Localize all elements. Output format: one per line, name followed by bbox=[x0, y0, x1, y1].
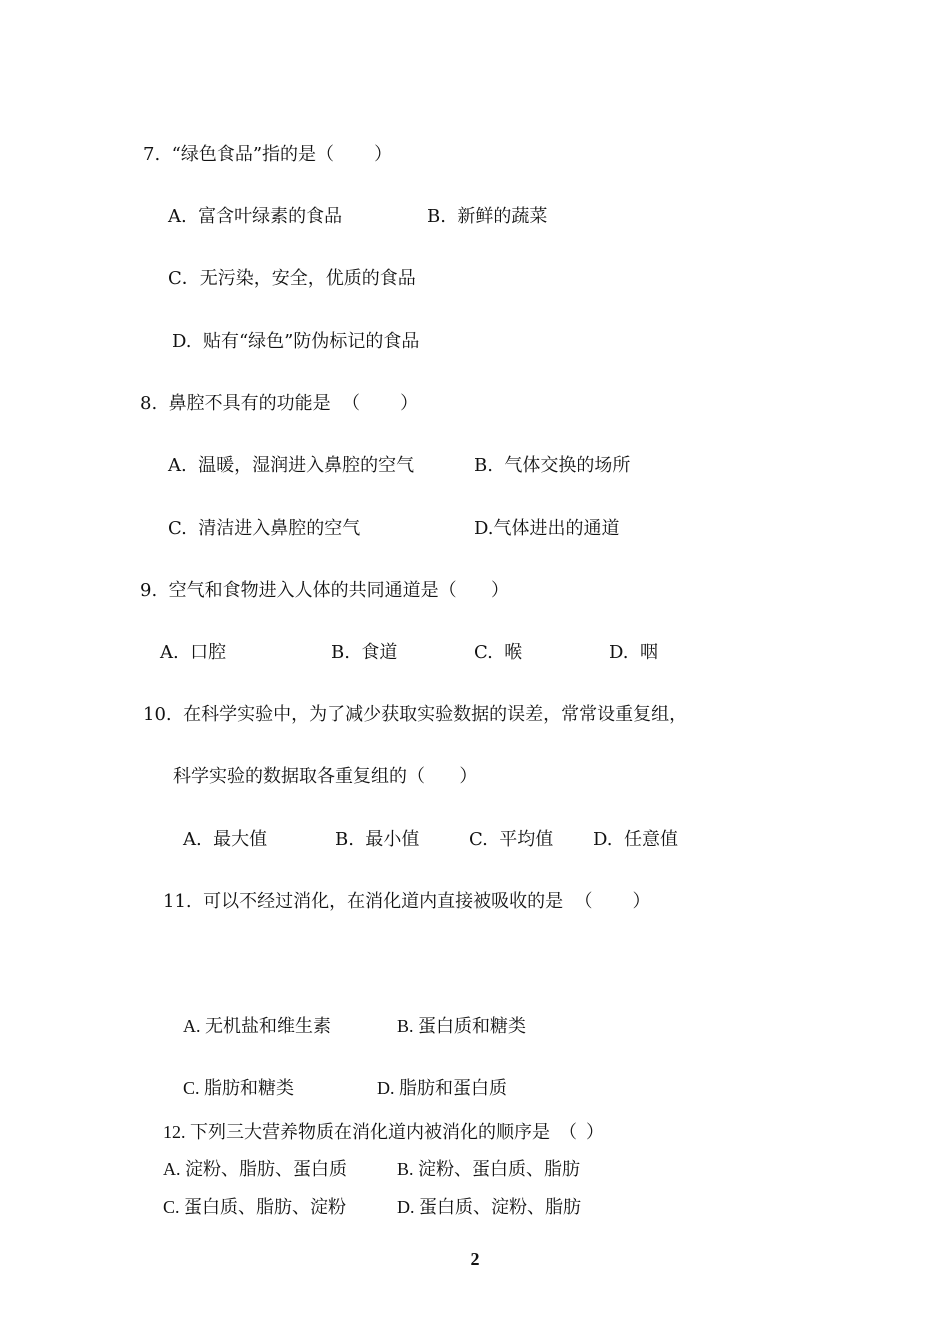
question-12-option-c: C. 蛋白质、脂肪、淀粉 bbox=[163, 1197, 347, 1217]
question-10-stem-line-2: 科学实验的数据取各重复组的（ ） bbox=[173, 766, 478, 787]
question-10-option-c: C. 平均值 bbox=[469, 829, 554, 850]
question-8-option-d: D.气体进出的通道 bbox=[474, 518, 620, 539]
question-7-option-d: D. 贴有“绿色”防伪标记的食品 bbox=[172, 331, 420, 352]
question-9-option-c: C. 喉 bbox=[474, 642, 523, 663]
question-11-option-b: B. 蛋白质和糖类 bbox=[397, 1016, 527, 1036]
question-11-stem: 11. 可以不经过消化，在消化道内直接被吸收的是 （ ） bbox=[163, 891, 651, 912]
question-10-stem-line-1: 10. 在科学实验中，为了减少获取实验数据的误差，常常设重复组， bbox=[143, 704, 688, 725]
page-number: 2 bbox=[470, 1249, 480, 1269]
question-11-option-a: A. 无机盐和维生素 bbox=[183, 1016, 331, 1036]
question-7-option-b: B. 新鲜的蔬菜 bbox=[427, 206, 548, 227]
question-10-option-a: A. 最大值 bbox=[183, 829, 268, 850]
question-12-stem: 12. 下列三大营养物质在消化道内被消化的顺序是 （ ） bbox=[163, 1122, 604, 1142]
question-10-option-b: B. 最小值 bbox=[335, 829, 420, 850]
question-9-stem: 9. 空气和食物进入人体的共同通道是（ ） bbox=[140, 580, 509, 601]
question-12-option-a: A. 淀粉、脂肪、蛋白质 bbox=[163, 1159, 347, 1179]
question-10-option-d: D. 任意值 bbox=[593, 829, 678, 850]
question-7-option-a: A. 富含叶绿素的食品 bbox=[168, 206, 343, 227]
question-8-option-a: A. 温暖，湿润进入鼻腔的空气 bbox=[168, 455, 415, 476]
question-8-stem: 8. 鼻腔不具有的功能是 （ ） bbox=[140, 393, 419, 414]
question-7-option-c: C．无污染，安全，优质的食品 bbox=[168, 268, 416, 289]
question-8-option-c: C. 清洁进入鼻腔的空气 bbox=[168, 518, 361, 539]
question-12-option-b: B. 淀粉、蛋白质、脂肪 bbox=[397, 1159, 581, 1179]
question-7-stem: 7. “绿色食品”指的是（ ） bbox=[143, 144, 393, 165]
question-9-option-d: D. 咽 bbox=[609, 642, 658, 663]
question-9-option-a: A. 口腔 bbox=[160, 642, 227, 663]
question-9-option-b: B. 食道 bbox=[331, 642, 398, 663]
question-11-option-c: C. 脂肪和糖类 bbox=[183, 1078, 295, 1098]
question-11-option-d: D. 脂肪和蛋白质 bbox=[377, 1078, 507, 1098]
question-8-option-b: B. 气体交换的场所 bbox=[474, 455, 631, 476]
question-12-option-d: D. 蛋白质、淀粉、脂肪 bbox=[397, 1197, 581, 1217]
